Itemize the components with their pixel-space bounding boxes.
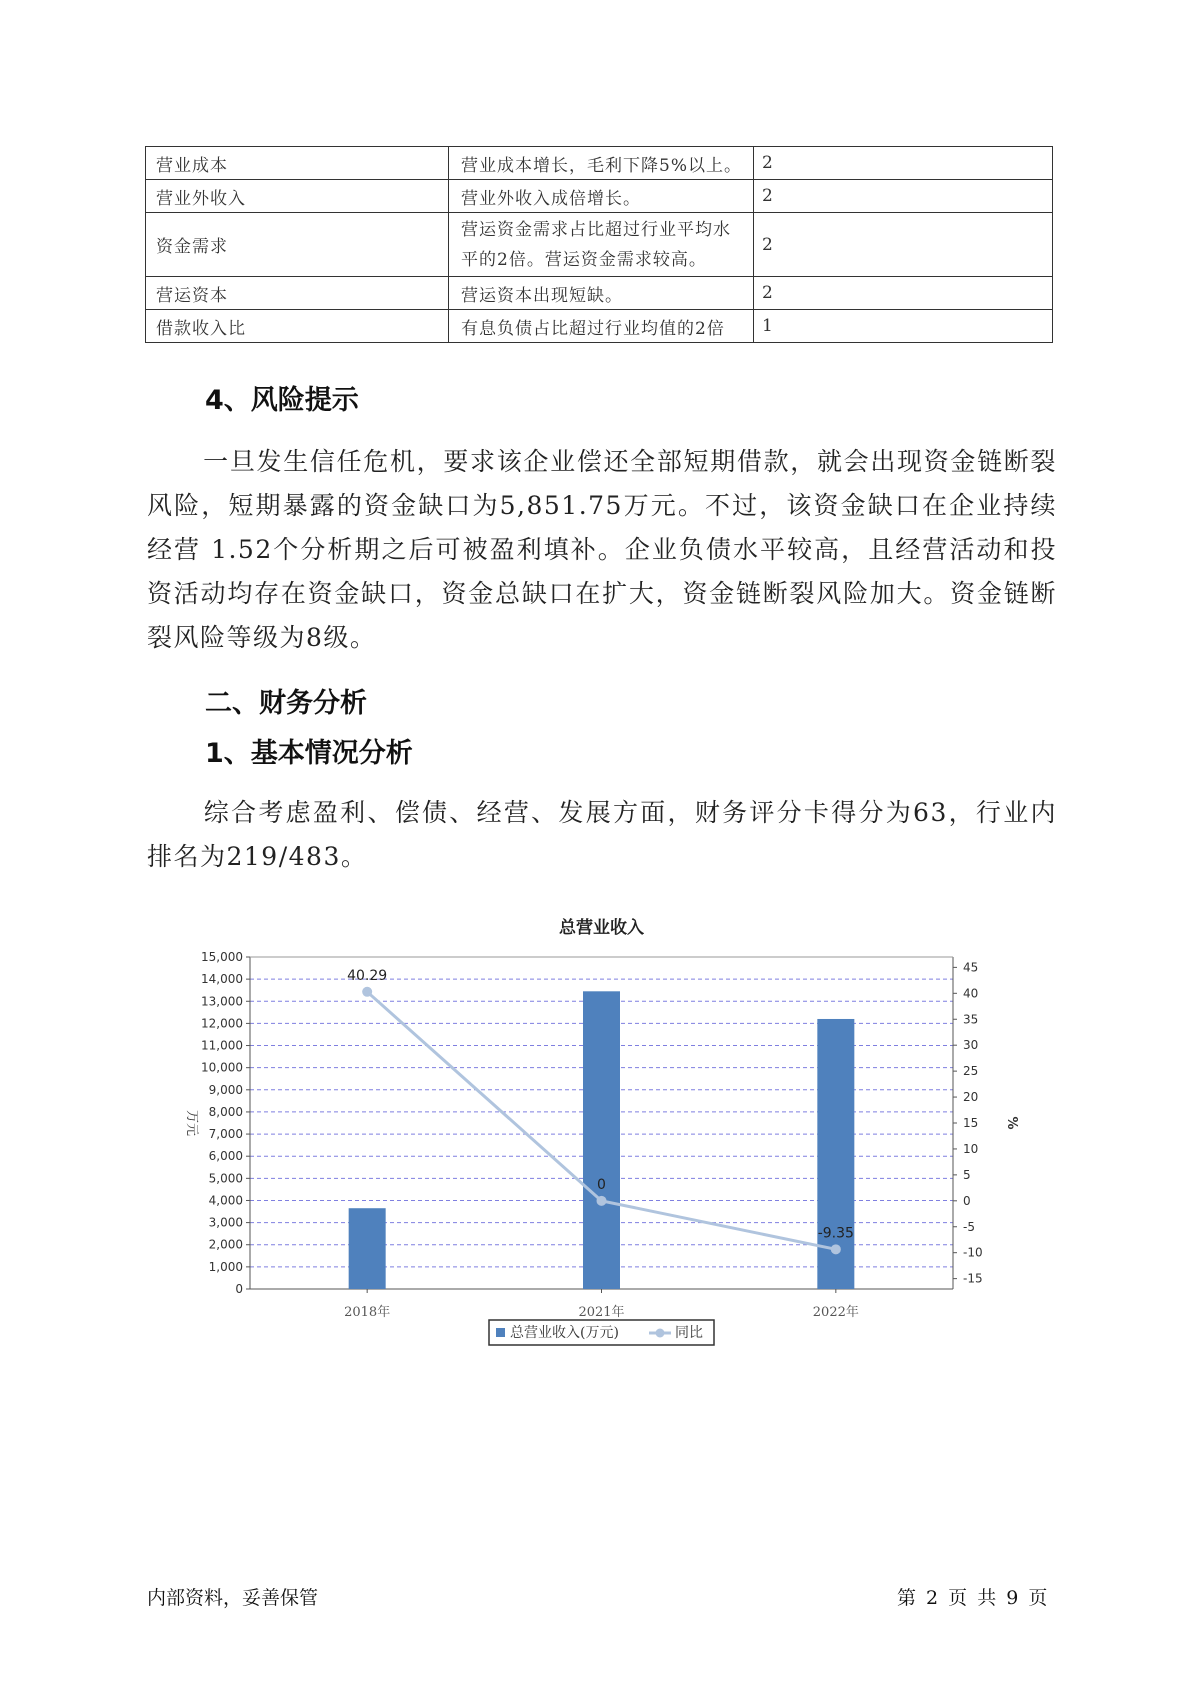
- basic-analysis-paragraph: 综合考虑盈利、偿债、经营、发展方面，财务评分卡得分为63，行业内排名为219/483。: [147, 798, 1057, 871]
- y-tick-label: 6,000: [208, 1149, 243, 1164]
- y2-tick-label: -5: [963, 1219, 975, 1234]
- x-tick-label: 2018年: [344, 1305, 391, 1320]
- table-cell-desc: 营运资本出现短缺。: [449, 277, 754, 310]
- y2-axis-title: %: [1004, 1116, 1019, 1130]
- yoy-point: [831, 1244, 841, 1254]
- y-tick-label: 15,000: [201, 950, 243, 964]
- table-row: [146, 310, 1053, 343]
- y-tick-label: 8,000: [208, 1104, 243, 1119]
- footer-page-number: 第 2 页 共 9 页: [897, 1587, 1048, 1609]
- y-tick-label: 4,000: [208, 1193, 243, 1208]
- y2-tick-label: 10: [963, 1141, 979, 1156]
- table-row: [146, 277, 1053, 310]
- basic-analysis-heading: 1、基本情况分析: [205, 738, 413, 769]
- table-cell-score: 2: [754, 180, 1053, 213]
- y2-tick-label: 0: [963, 1193, 971, 1208]
- finance-section-heading: 二、财务分析: [205, 688, 367, 719]
- legend-label-bar: 总营业收入(万元): [510, 1325, 619, 1341]
- y2-tick-label: 45: [963, 960, 979, 975]
- y2-tick-label: -15: [963, 1271, 983, 1286]
- table-cell-item: 营业外收入: [146, 180, 449, 213]
- yoy-point: [362, 987, 372, 997]
- table-row: [146, 180, 1053, 213]
- y-tick-label: 7,000: [208, 1127, 243, 1142]
- table-row: [146, 147, 1053, 180]
- y2-tick-label: -10: [963, 1245, 983, 1260]
- table-cell-score: 2: [754, 147, 1053, 180]
- y2-tick-label: 25: [963, 1064, 979, 1079]
- y-tick-label: 2,000: [208, 1237, 243, 1252]
- y2-tick-label: 30: [963, 1038, 979, 1053]
- table-cell-desc: 营业成本增长，毛利下降5%以上。: [449, 147, 754, 180]
- bar: [349, 1208, 386, 1289]
- table-cell-item: 营业成本: [146, 147, 449, 180]
- yoy-data-label: 40.29: [347, 967, 388, 984]
- y-tick-label: 5,000: [208, 1171, 243, 1186]
- table-cell-item: 营运资本: [146, 277, 449, 310]
- yoy-data-label: -9.35: [817, 1225, 854, 1242]
- table-cell-score: 2: [754, 277, 1053, 310]
- table-cell-desc: 营业外收入成倍增长。: [449, 180, 754, 213]
- y-tick-label: 9,000: [208, 1082, 243, 1097]
- risk-indicator-table: [145, 146, 1053, 343]
- y-tick-label: 14,000: [201, 972, 243, 987]
- table-row: [146, 213, 1053, 277]
- y-tick-label: 1,000: [208, 1259, 243, 1274]
- y2-tick-label: 20: [963, 1090, 979, 1105]
- revenue-chart: [170, 905, 1040, 1365]
- y-axis-title: 万元: [184, 1109, 199, 1137]
- table-cell-desc: 有息负债占比超过行业均值的2倍: [449, 310, 754, 343]
- table-cell-item: 借款收入比: [146, 310, 449, 343]
- yoy-data-label: 0: [597, 1176, 606, 1193]
- y-tick-label: 0: [235, 1282, 243, 1296]
- table-cell-item: 资金需求: [146, 213, 449, 277]
- y-tick-label: 10,000: [201, 1060, 243, 1075]
- y-tick-label: 3,000: [208, 1215, 243, 1230]
- table-cell-desc: 营运资金需求占比超过行业平均水平的2倍。营运资金需求较高。: [461, 219, 731, 270]
- y2-tick-label: 15: [963, 1116, 979, 1130]
- y-tick-label: 12,000: [201, 1016, 243, 1031]
- legend-swatch-point: [656, 1329, 665, 1338]
- x-tick-label: 2021年: [578, 1305, 625, 1320]
- table-cell-score: 2: [754, 213, 1053, 277]
- footer-confidential: 内部资料，妥善保管: [147, 1587, 319, 1609]
- y2-tick-label: 40: [963, 986, 979, 1001]
- table-cell-score: 1: [754, 310, 1053, 343]
- bar: [583, 991, 620, 1289]
- legend-swatch-bar: [496, 1328, 505, 1337]
- x-tick-label: 2022年: [812, 1305, 859, 1320]
- y-tick-label: 11,000: [201, 1038, 243, 1053]
- chart-title: 总营业收入: [559, 918, 644, 938]
- y2-tick-label: 35: [963, 1012, 979, 1027]
- legend-label-line: 同比: [675, 1325, 703, 1341]
- y2-tick-label: 5: [963, 1167, 971, 1182]
- risk-paragraph: 一旦发生信任危机，要求该企业偿还全部短期借款，就会出现资金链断裂风险，短期暴露的资金缺口为5,851.75万元。不过，该资金缺口在企业持续经营 1.52个分析期之后可被盈利填补。企业负债水平较高，且经营活动和投资活动均存在资金缺口，资金总缺口在扩大，资金链断裂风险加大。资金链断裂风险等级为8级。: [147, 447, 1057, 652]
- risk-section-heading: 4、风险提示: [205, 385, 359, 416]
- y-tick-label: 13,000: [201, 994, 243, 1009]
- yoy-point: [597, 1196, 607, 1206]
